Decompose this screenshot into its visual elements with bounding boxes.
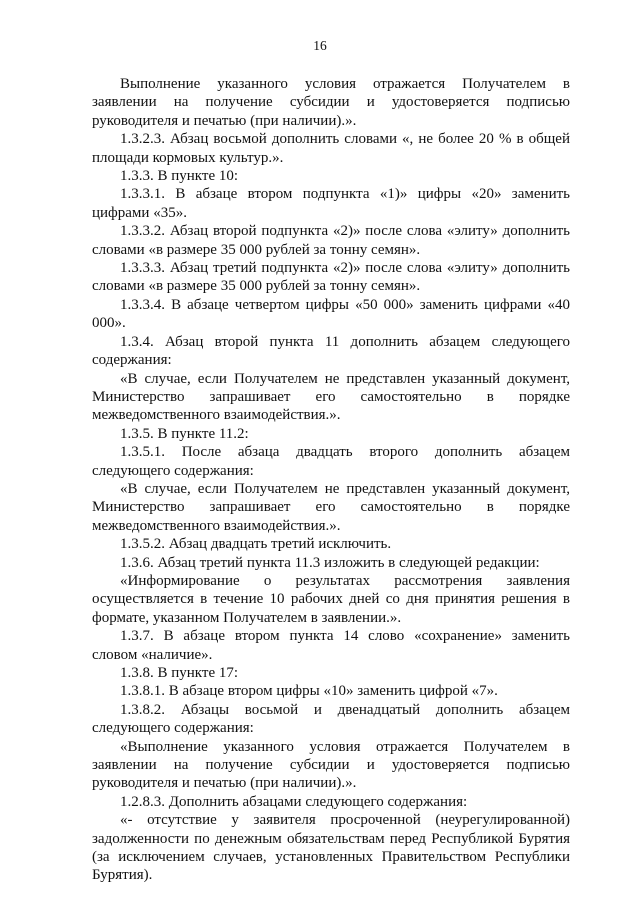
- paragraph: «Выполнение указанного условия отражается Получателем в заявлении на получение субсидии и удостоверяется подписью руководителя и печатью (при наличии).».: [92, 738, 570, 792]
- document-body: [92, 75, 570, 885]
- paragraph: 1.3.5. В пункте 11.2:: [120, 425, 249, 442]
- paragraph: «Информирование о результатах рассмотрения заявления осуществляется в течение 10 рабочих дней со дня принятия решения в формате, указанном Получателем в заявлении.».: [92, 572, 570, 626]
- paragraph: 1.2.8.3. Дополнить абзацами следующего содержания:: [120, 793, 468, 810]
- paragraph: «В случае, если Получателем не представлен указанный документ, Министерство запрашивает его самостоятельно в порядке межведомственного взаимодействия.».: [92, 370, 570, 424]
- paragraph: 1.3.8. В пункте 17:: [120, 665, 239, 681]
- paragraph: 1.3.2.3. Абзац восьмой дополнить словами «, не более 20 % в общей площади кормовых культур.».: [92, 131, 570, 166]
- paragraph: 1.3.4. Абзац второй пункта 11 дополнить абзацем следующего содержания:: [92, 333, 570, 369]
- paragraph: 1.3.3.2. Абзац второй подпункта «2)» после слова «элиту» дополнить словами «в размере 35 000 рублей за тонну семян».: [92, 223, 570, 258]
- paragraph: 1.3.5.1. После абзаца двадцать второго дополнить абзацем следующего содержания:: [92, 444, 570, 479]
- page-number: 16: [313, 38, 327, 53]
- paragraph: 1.3.3.1. В абзаце втором подпункта «1)» цифры «20» заменить цифрами «35».: [92, 186, 570, 221]
- paragraph: 1.3.7. В абзаце втором пункта 14 слово «сохранение» заменить словом «наличие».: [92, 628, 570, 663]
- paragraph: 1.3.5.2. Абзац двадцать третий исключить.: [120, 536, 392, 553]
- paragraph: 1.3.3. В пункте 10:: [120, 168, 239, 185]
- paragraph: 1.3.8.2. Абзацы восьмой и двенадцатый дополнить абзацем следующего содержания:: [92, 701, 570, 737]
- paragraph: «- отсутствие у заявителя просроченной (неурегулированной) задолженности по денежным обязательствам перед Республикой Бурятия (за исключением случаев, установленных Правительством Республики Бурятия).: [92, 812, 570, 884]
- paragraph: 1.3.8.1. В абзаце втором цифры «10» заменить цифрой «7».: [120, 683, 498, 700]
- paragraph: «В случае, если Получателем не представлен указанный документ, Министерство запрашивает его самостоятельно в порядке межведомственного взаимодействия.».: [92, 480, 570, 534]
- paragraph: Выполнение указанного условия отражается Получателем в заявлении на получение субсидии и удостоверяется подписью руководителя и печатью (при наличии).».: [92, 76, 570, 129]
- paragraph: 1.3.3.4. В абзаце четвертом цифры «50 000» заменить цифрами «40 000».: [92, 296, 570, 332]
- paragraph: 1.3.3.3. Абзац третий подпункта «2)» после слова «элиту» дополнить словами «в размере 35 000 рублей за тонну семян».: [92, 260, 570, 295]
- paragraph: 1.3.6. Абзац третий пункта 11.3 изложить в следующей редакции:: [120, 554, 540, 571]
